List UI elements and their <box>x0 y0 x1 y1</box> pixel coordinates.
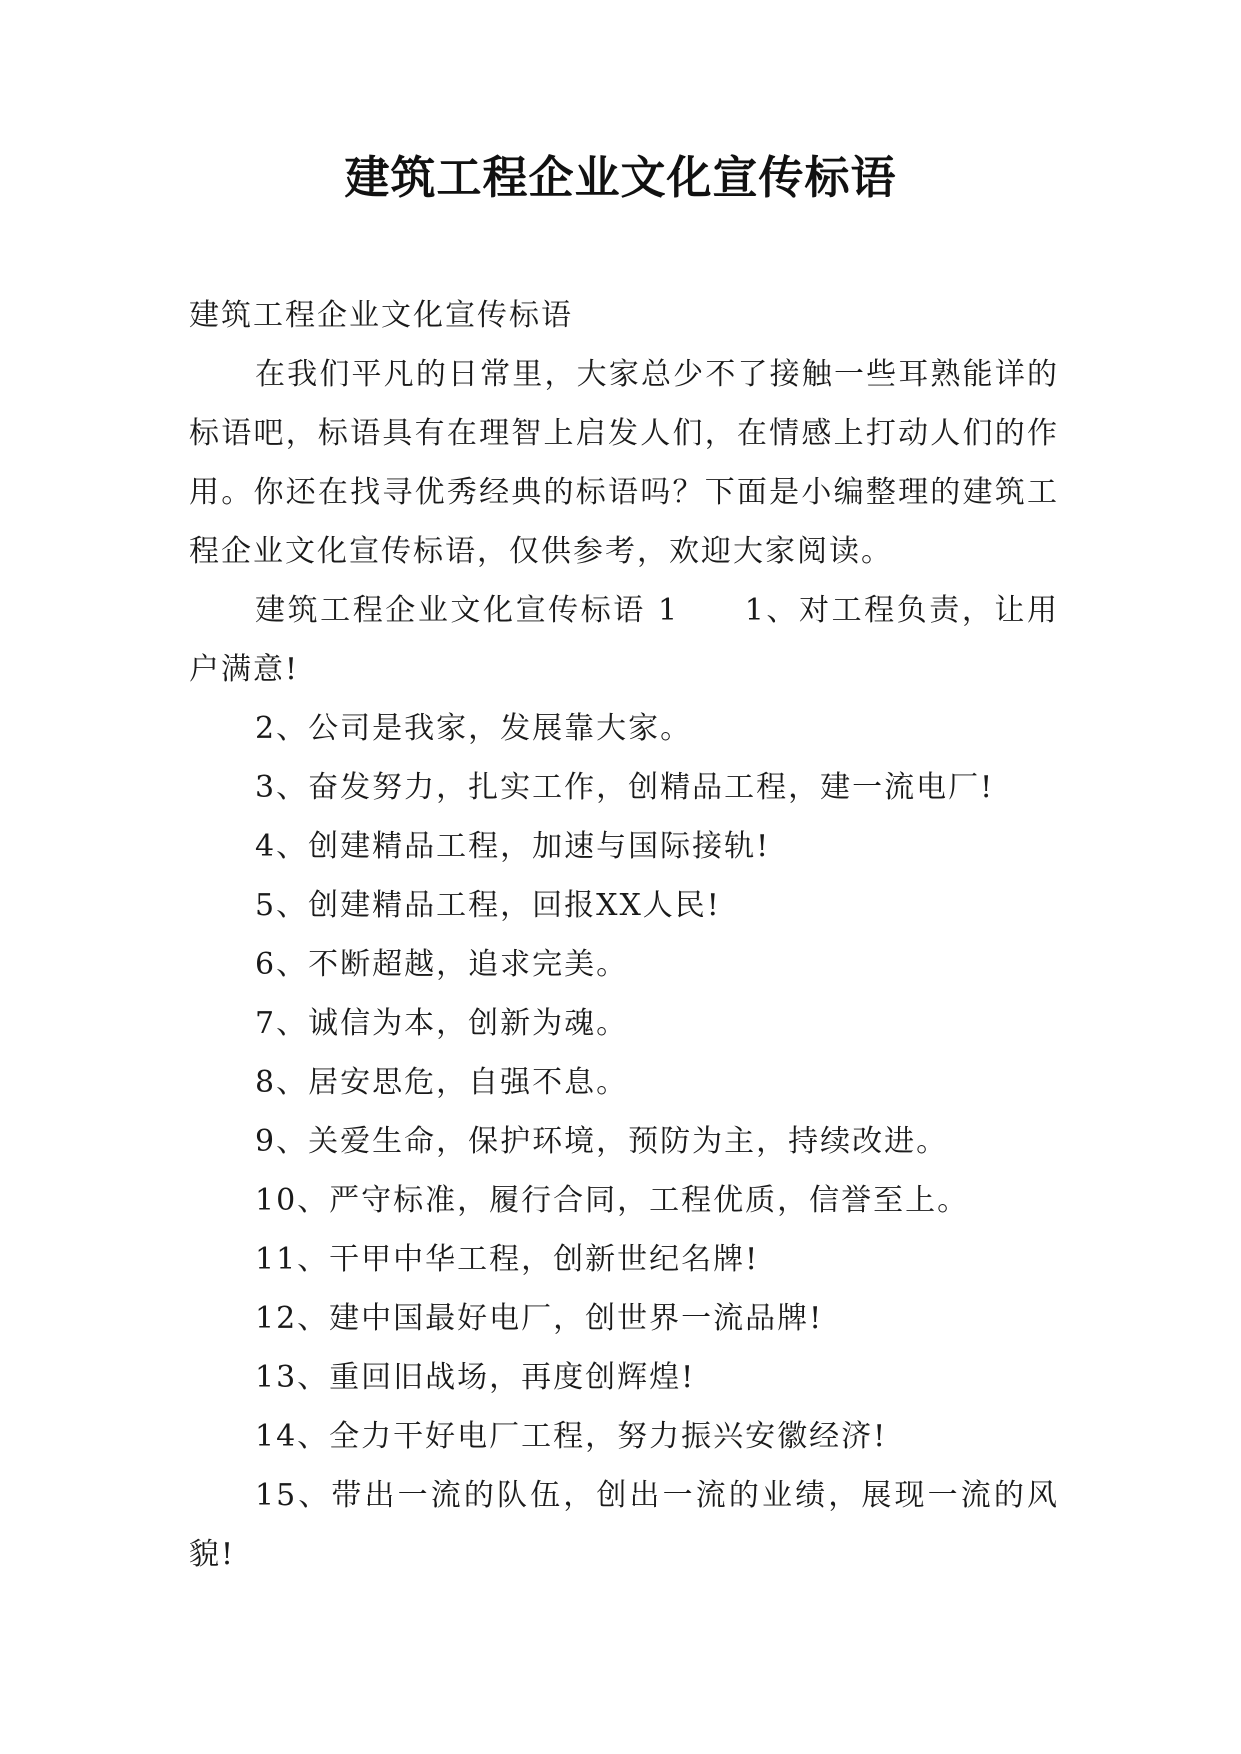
slogan-item: 5、创建精品工程，回报XX人民! <box>255 888 721 923</box>
slogan-item: 14、全力干好电厂工程，努力振兴安徽经济! <box>255 1419 888 1454</box>
slogan-item: 11、干甲中华工程，创新世纪名牌! <box>255 1242 760 1277</box>
slogan-item: 2、公司是我家，发展靠大家。 <box>255 711 693 746</box>
slogan-item: 13、重回旧战场，再度创辉煌! <box>255 1360 696 1395</box>
slogan-item: 15、带出一流的队伍，创出一流的业绩，展现一流的风貌! <box>189 1478 1059 1572</box>
slogan-item: 12、建中国最好电厂，创世界一流品牌! <box>255 1301 824 1336</box>
section-heading: 建筑工程企业文化宣传标语 1 1、对工程负责，让用户满意! <box>189 593 1059 687</box>
slogan-item: 9、关爱生命，保护环境，预防为主，持续改进。 <box>255 1124 949 1159</box>
intro-paragraph: 在我们平凡的日常里，大家总少不了接触一些耳熟能详的标语吧，标语具有在理智上启发人们，在情感上打动人们的作用。你还在找寻优秀经典的标语吗？下面是小编整理的建筑工程企业文化宣传标语，仅供参考，欢迎大家阅读。 <box>189 357 1059 569</box>
slogan-item: 8、居安思危，自强不息。 <box>255 1065 629 1100</box>
slogan-item: 6、不断超越，追求完美。 <box>255 947 629 982</box>
slogan-item: 7、诚信为本，创新为魂。 <box>255 1006 629 1041</box>
slogan-item: 4、创建精品工程，加速与国际接轨! <box>255 829 771 864</box>
document-subtitle: 建筑工程企业文化宣传标语 <box>189 298 573 333</box>
document-title: 建筑工程企业文化宣传标语 <box>344 151 897 204</box>
document-body <box>189 286 1059 1584</box>
slogan-item: 10、严守标准，履行合同，工程优质，信誉至上。 <box>255 1183 970 1218</box>
slogan-item: 3、奋发努力，扎实工作，创精品工程，建一流电厂! <box>255 770 995 805</box>
